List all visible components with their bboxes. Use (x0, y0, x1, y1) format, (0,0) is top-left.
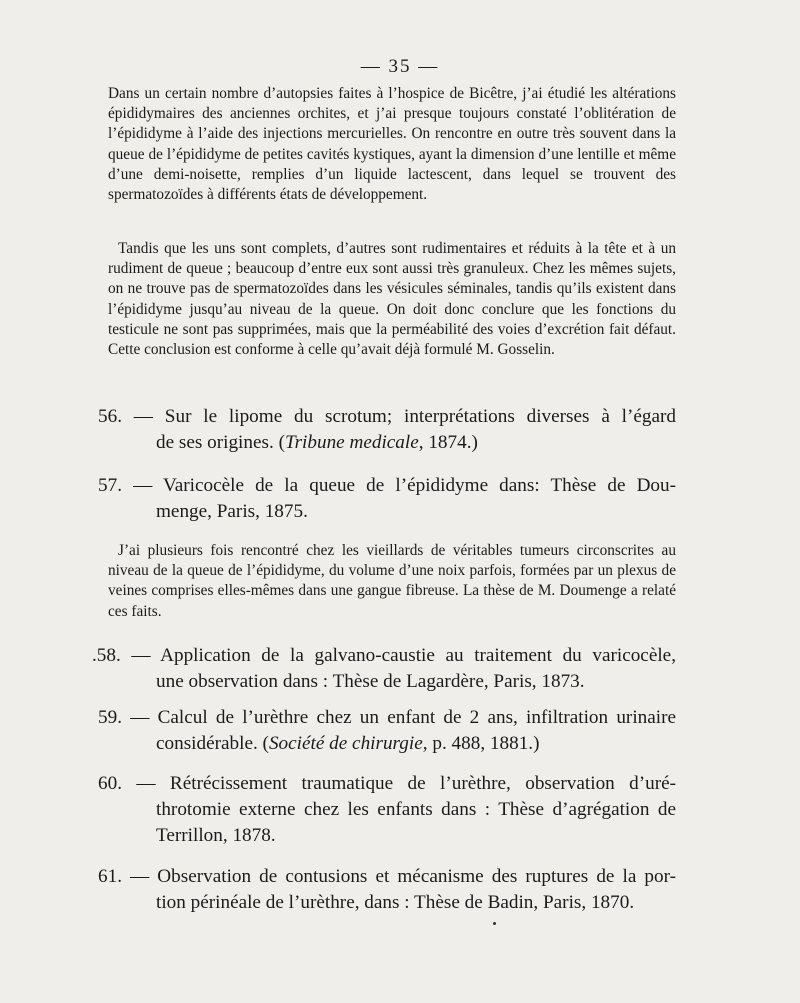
entry-60-line2: throtomie externe chez les enfants dans : Thèse d’agrégation de (156, 799, 676, 820)
entry-58-line2: une observation dans : Thèse de Lagardère, Paris, 1873. (156, 671, 585, 692)
paragraph-tumeurs: J’ai plusieurs fois rencontré chez les vieillards de véritables tumeurs circonscrites au niveau de la queue de l’épididyme, du volume d’une noix parfois, formées par un plexus de veines comprises elles-mêmes dans une gangue fibreuse. La thèse de M. Doumenge a relaté ces faits. (108, 542, 676, 620)
entry-57-line1: 57. — Varicocèle de la queue de l’épididyme dans: Thèse de Dou- (98, 475, 676, 496)
entry-59-text: considérable. ( (156, 733, 269, 754)
entry-60 (98, 771, 676, 849)
entry-60-line3: Terrillon, 1878. (156, 825, 276, 846)
entry-56-line1: 56. — Sur le lipome du scrotum; interprétations diverses à l’égard (98, 406, 676, 427)
entry-59-line2 (98, 731, 676, 757)
entry-59 (98, 705, 676, 757)
entry-57 (98, 473, 676, 525)
entry-61-line1: 61. — Observation de contusions et mécanisme des ruptures de la por- (98, 866, 676, 887)
ink-dot (493, 922, 496, 925)
entry-57-line2: menge, Paris, 1875. (156, 501, 308, 522)
entry-56-venue: Tribune medicale (284, 432, 419, 453)
paragraph-autopsies: Dans un certain nombre d’autopsies faites à l’hospice de Bicêtre, j’ai étudié les altérations épididymaires des anciennes orchites, et j’ai presque toujours constaté l’oblitération de l’épididyme à l’aide des injections mercurielles. On rencontre en outre très souvent dans la queue de l’épididyme de petites cavités kystiques, ayant la dimension d’une lentille et même d’une demi-noisette, remplies d’un liquide lactescent, dans lequel se trouvent des spermatozoïdes à différents états de développement. (108, 85, 676, 204)
entry-61-line2: tion périnéale de l’urèthre, dans : Thèse de Badin, Paris, 1870. (156, 892, 635, 913)
paragraph-spermatozoides: Tandis que les uns sont complets, d’autres sont rudimentaires et réduits à la tête et à un rudiment de queue ; beaucoup d’entre eux sont aussi très granuleux. Chez les mêmes sujets, on ne trouve pas de spermatozoïdes dans les vésicules séminales, tandis qu’ils existent dans l’épididyme jusqu’au niveau de la queue. On doit donc conclure que les fonctions du testicule ne sont pas supprimées, mais que la perméabilité des voies d’excrétion fait défaut. Cette conclusion est conforme à celle qu’avait déjà formulé M. Gosselin. (108, 240, 676, 359)
entry-56-end: , 1874.) (418, 432, 478, 453)
entry-61 (98, 864, 676, 916)
entry-58 (92, 643, 676, 695)
entry-56-text: de ses origines. ( (156, 432, 285, 453)
entry-60-line1: 60. — Rétrécissement traumatique de l’urèthre, observation d’uré- (98, 773, 676, 794)
entry-56 (98, 404, 676, 456)
entry-58-line1: .58. — Application de la galvano-caustie au traitement du varicocèle, (92, 645, 676, 666)
entry-56-line2 (98, 430, 676, 456)
entry-59-end: , p. 488, 1881.) (422, 733, 540, 754)
page-number: — 35 — (360, 56, 440, 77)
entry-59-venue: Société de chirurgie (268, 733, 423, 754)
entry-59-line1: 59. — Calcul de l’urèthre chez un enfant de 2 ans, infiltration urinaire (98, 707, 676, 728)
